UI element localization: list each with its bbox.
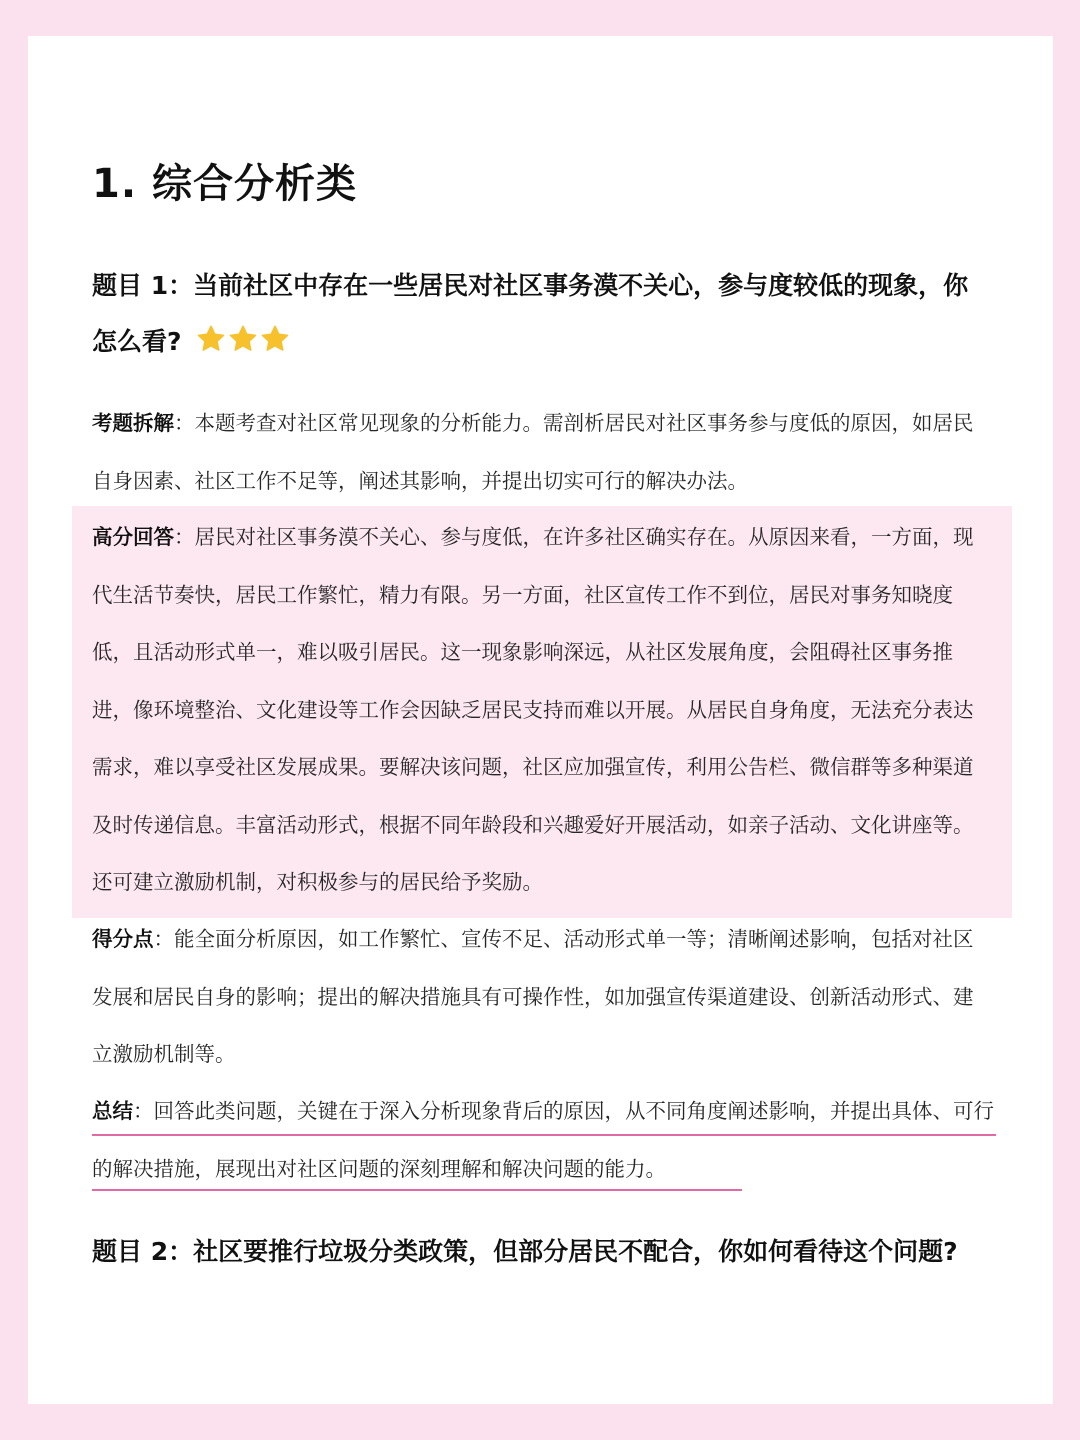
analysis-text: ：本题考查对社区常见现象的分析能力。需剖析居民对社区事务参与度低的原因，如居民自身因素、社区工作不足等，阐述其影响，并提出切实可行的解决办法。 [92, 411, 974, 493]
scoring-paragraph [92, 911, 992, 1084]
summary-paragraph [92, 1083, 1002, 1198]
scoring-text: ：能全面分析原因，如工作繁忙、宣传不足、活动形式单一等；清晰阐述影响，包括对社区发展和居民自身的影响；提出的解决措施具有可操作性，如加强宣传渠道建设、创新活动形式、建立激励机制等。 [92, 927, 974, 1066]
analysis-label: 考题拆解 [92, 411, 174, 435]
difficulty-stars [196, 318, 292, 374]
answer-label: 高分回答 [92, 525, 174, 549]
question-2: 题目 2：社区要推行垃圾分类政策，但部分居民不配合，你如何看待这个问题? [92, 1237, 958, 1266]
answer-paragraph [92, 509, 992, 912]
section-title: 1. 综合分析类 [92, 161, 357, 207]
star-icon [260, 324, 290, 354]
analysis-paragraph [92, 395, 992, 510]
question-1 [92, 258, 992, 374]
summary-label: 总结 [92, 1099, 133, 1123]
summary-underline [92, 1189, 742, 1191]
scoring-label: 得分点 [92, 927, 154, 951]
summary-text: ：回答此类问题，关键在于深入分析现象背后的原因，从不同角度阐述影响，并提出具体、可行的解决措施，展现出对社区问题的深刻理解和解决问题的能力。 [92, 1099, 994, 1181]
star-icon [228, 324, 258, 354]
answer-text: ：居民对社区事务漠不关心、参与度低，在许多社区确实存在。从原因来看，一方面，现代生活节奏快，居民工作繁忙，精力有限。另一方面，社区宣传工作不到位，居民对事务知晓度低，且活动形式单一，难以吸引居民。这一现象影响深远，从社区发展角度，会阻碍社区事务推进，像环境整治、文化建设等工作会因缺乏居民支持而难以开展。从居民自身角度，无法充分表达需求，难以享受社区发展成果。要解决该问题，社区应加强宣传，利用公告栏、微信群等多种渠道及时传递信息。丰富活动形式，根据不同年龄段和兴趣爱好开展活动，如亲子活动、文化讲座等。还可建立激励机制，对积极参与的居民给予奖励。 [92, 525, 974, 894]
star-icon [196, 324, 226, 354]
question-1-text: 题目 1：当前社区中存在一些居民对社区事务漠不关心，参与度较低的现象，你怎么看? [92, 271, 969, 356]
summary-underline [92, 1134, 996, 1136]
